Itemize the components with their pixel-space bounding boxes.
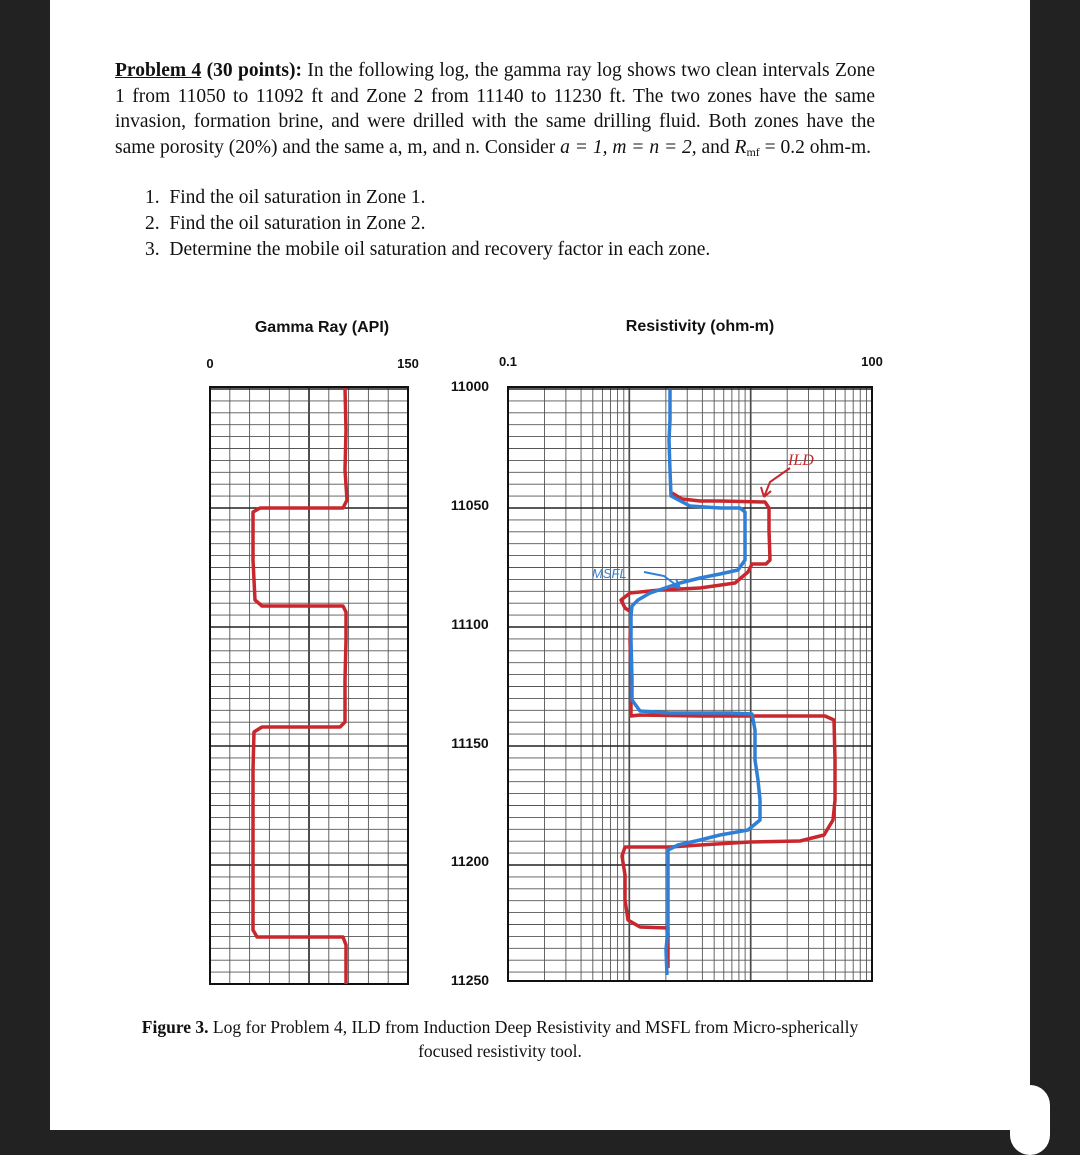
gamma-scale-max: 150 <box>397 356 419 371</box>
rmf-subscript: mf <box>746 144 760 159</box>
resistivity-track-title: Resistivity (ohm-m) <box>625 318 775 335</box>
resistivity-scale-min: 0.1 <box>498 354 518 369</box>
ild-annotation: ILD <box>788 452 814 469</box>
resistivity-track <box>508 387 872 981</box>
msfl-annotation: MSFL <box>592 566 627 581</box>
gamma-track-title: Gamma Ray (API) <box>254 319 390 336</box>
depth-label: 11100 <box>451 616 489 632</box>
gamma-ray-curve <box>253 388 347 984</box>
gamma-scale-min: 0 <box>206 356 214 371</box>
depth-label: 11000 <box>450 378 490 394</box>
rmf-value: = 0.2 ohm-m. <box>764 136 871 158</box>
question-2: 2. Find the oil saturation in Zone 2. <box>145 213 426 234</box>
depth-label: 11250 <box>450 972 490 988</box>
mn-equation: m = n = 2, <box>612 136 697 158</box>
problem-points: (30 points): <box>206 60 302 81</box>
caption-label: Figure 3. <box>141 1017 209 1037</box>
and-word: and <box>701 136 730 158</box>
page-edge-shape <box>1010 1085 1050 1155</box>
gamma-grid <box>210 387 408 984</box>
resistivity-scale-max: 100 <box>861 354 883 369</box>
a-equation: a = 1, <box>560 136 608 158</box>
depth-label: 11050 <box>450 497 490 513</box>
resistivity-grid <box>508 387 872 981</box>
msfl-curve <box>631 390 760 975</box>
question-1: 1. Find the oil saturation in Zone 1. <box>145 187 426 208</box>
problem-title: Problem 4 <box>115 60 202 81</box>
depth-label: 11150 <box>451 735 489 751</box>
question-3: 3. Determine the mobile oil saturation and recovery factor in each zone. <box>145 239 711 260</box>
depth-label: 11200 <box>450 853 490 869</box>
resistivity-track-border <box>508 387 872 981</box>
gamma-track <box>210 387 408 984</box>
depth-axis <box>451 378 489 988</box>
figure-caption <box>120 1015 880 1063</box>
problem-intro: In the following log, the gamma ray log shows two clean intervals Zone 1 from 11050 to 11092 ft and Zone 2 from 11140 to 11230 ft. The two zones have the same invasion, formation brine, and were drilled with the same drilling fluid. Both zones have the same porosity (20%) and the same a, m, and n. <box>115 60 876 158</box>
rmf-symbol: R <box>734 136 747 158</box>
caption-text: Log for Problem 4, ILD from Induction Deep Resistivity and MSFL from Micro-spherically focused resistivity tool. <box>212 1017 859 1061</box>
consider-word: Consider <box>484 136 556 158</box>
ild-curve <box>621 493 835 968</box>
